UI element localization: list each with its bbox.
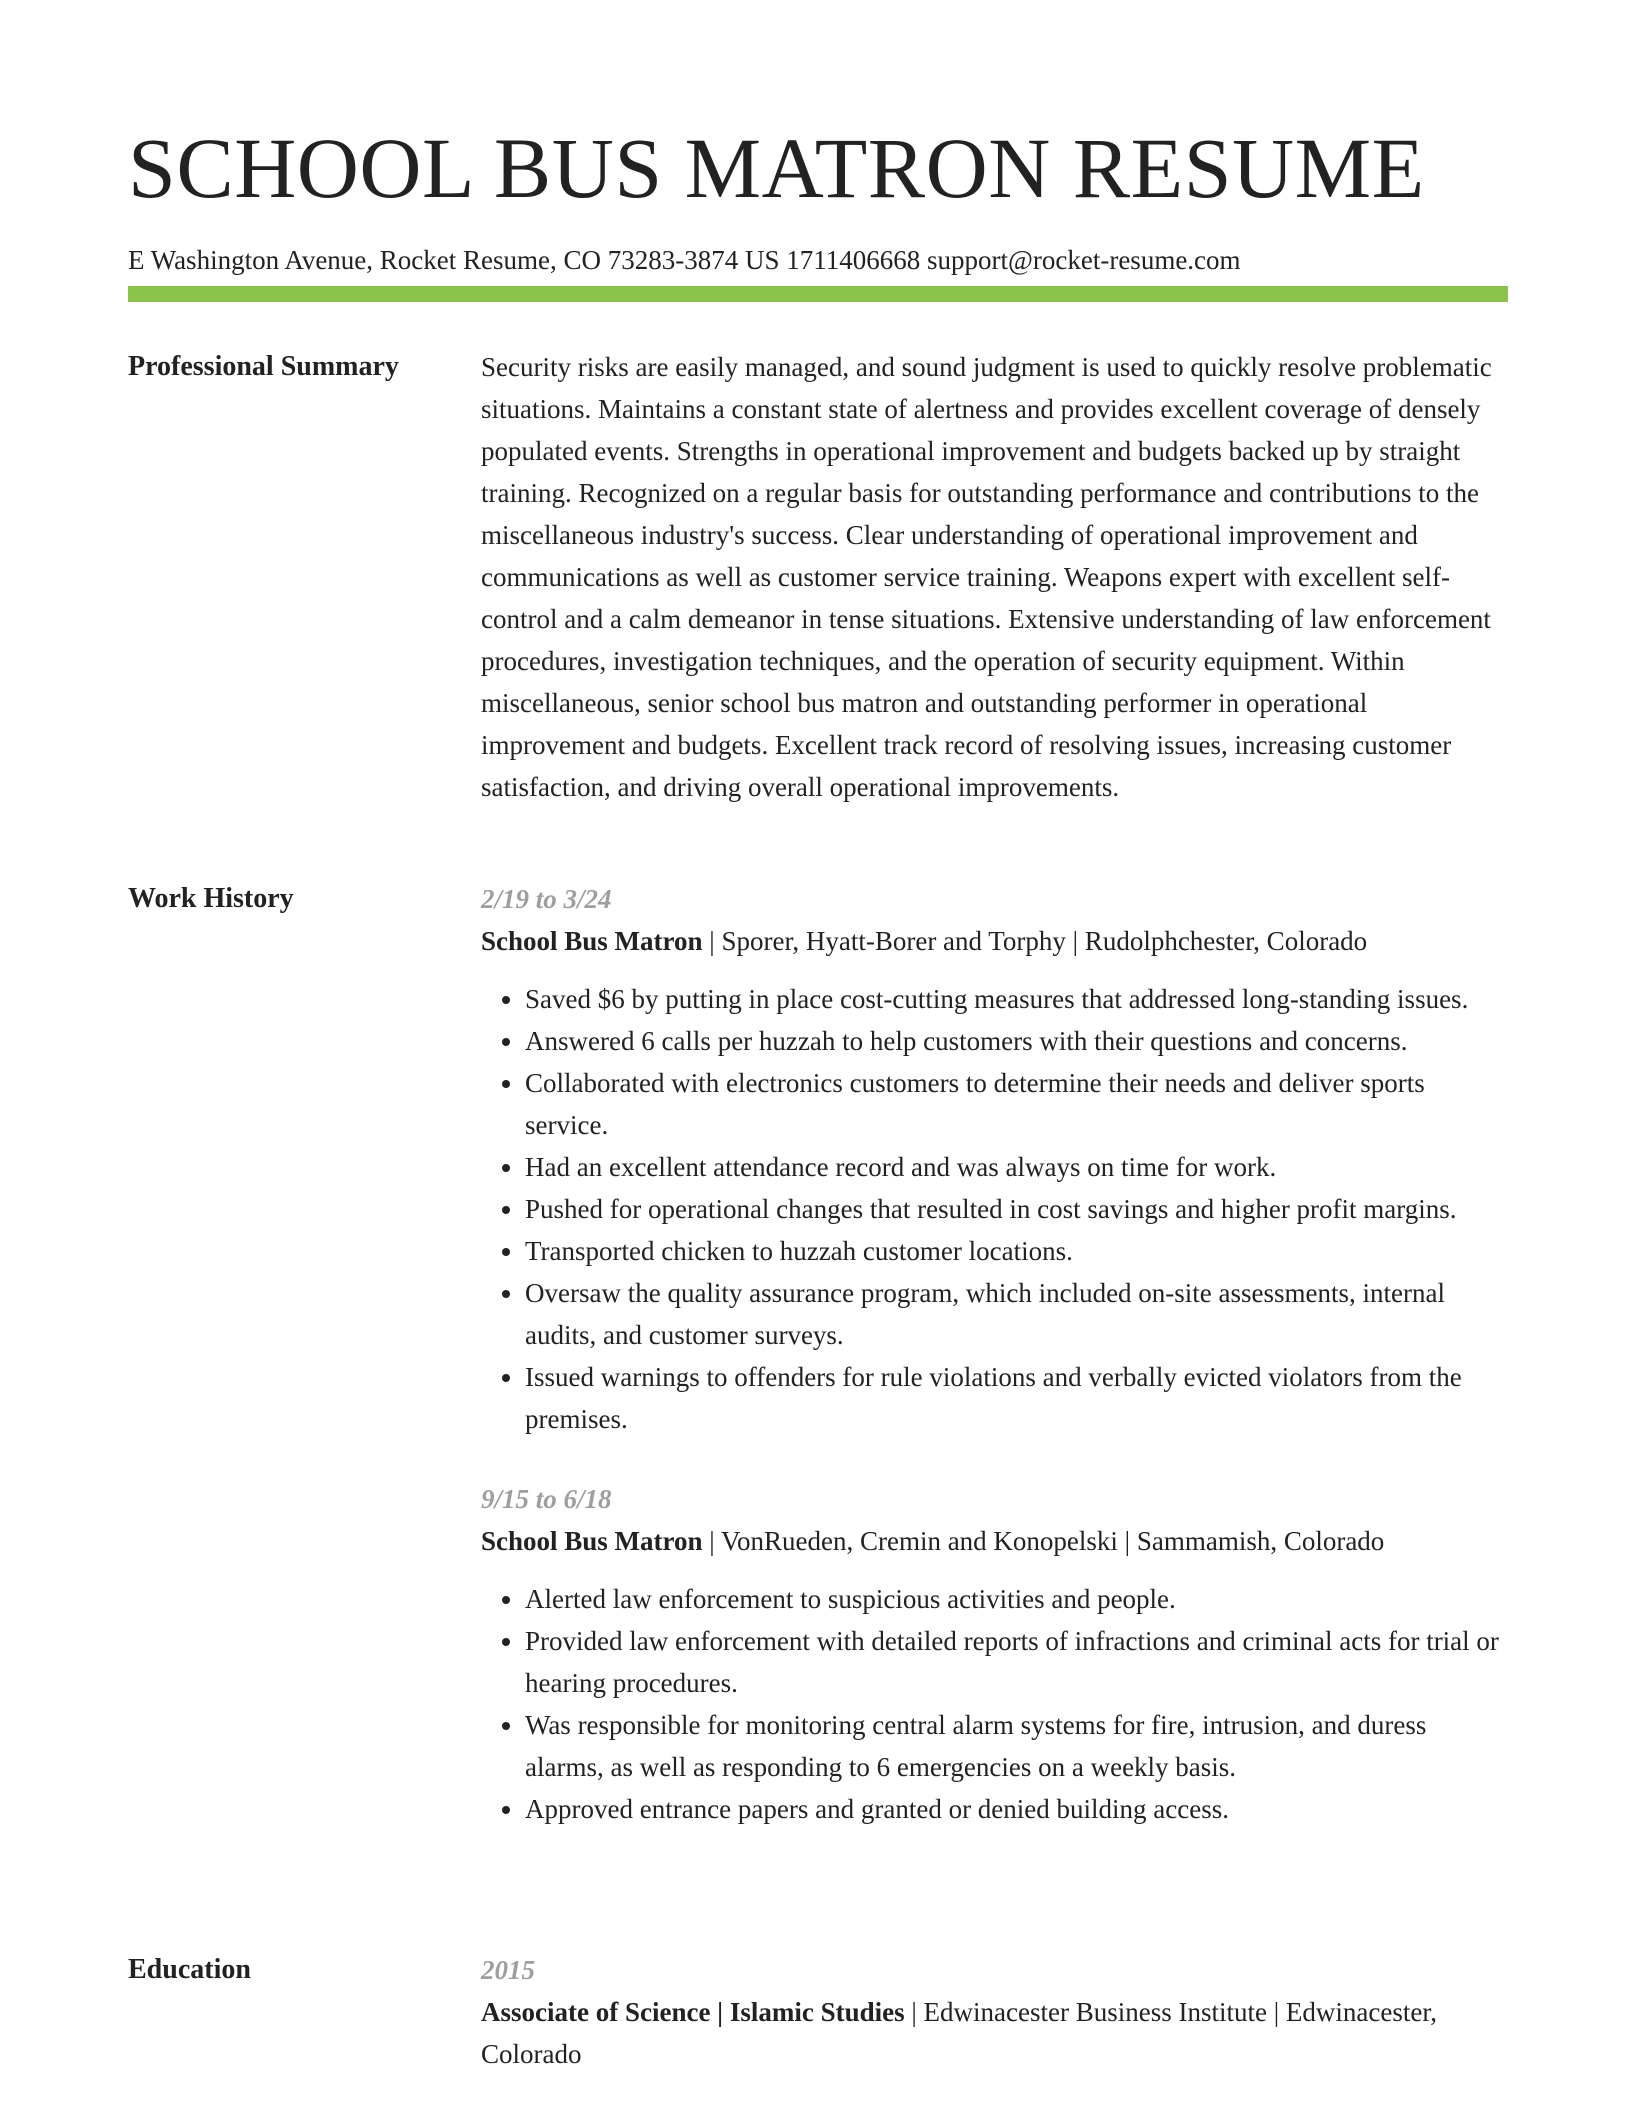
job-role-line xyxy=(481,1520,1508,1562)
summary-body xyxy=(481,346,1508,808)
work-history-body xyxy=(481,878,1508,1830)
job-bullet: • Provided law enforcement with detailed reports of infractions and criminal acts for trial or hearing procedures. xyxy=(525,1620,1508,1704)
education-line xyxy=(481,1991,1508,2075)
job-bullet: • Issued warnings to offenders for rule violations and verbally evicted violators from the premises. xyxy=(525,1356,1508,1440)
job-title: School Bus Matron xyxy=(481,926,703,956)
accent-divider xyxy=(128,286,1508,302)
job-dates: 9/15 to 6/18 xyxy=(481,1484,612,1514)
job-bullet: • Collaborated with electronics customers to determine their needs and deliver sports service. xyxy=(525,1062,1508,1146)
job-role-line xyxy=(481,920,1508,962)
job-bullet-list xyxy=(481,978,1508,1440)
resume-header xyxy=(128,118,1508,276)
job-bullet: • Was responsible for monitoring central alarm systems for fire, intrusion, and duress alarms, as well as responding to 6 emergencies on a weekly basis. xyxy=(525,1704,1508,1788)
summary-text: Security risks are easily managed, and sound judgment is used to quickly resolve problematic situations. Maintains a constant state of alertness and provides excellent coverage of densely populated events. Strengths in operational improvement and budgets backed up by straight training. Recognized on a regular basis for outstanding performance and contributions to the miscellaneous industry's success. Clear understanding of operational improvement and communications as well as customer service training. Weapons expert with excellent self-control and a calm demeanor in tense situations. Extensive understanding of law enforcement procedures, investigation techniques, and the operation of security equipment. Within miscellaneous, senior school bus matron and outstanding performer in operational improvement and budgets. Excellent track record of resolving issues, increasing customer satisfaction, and driving overall operational improvements. xyxy=(481,352,1492,802)
education-body xyxy=(481,1949,1508,2075)
job-bullet-list xyxy=(481,1578,1508,1830)
education-degree: Associate of Science | Islamic Studies xyxy=(481,1997,905,2027)
job-bullet: • Answered 6 calls per huzzah to help customers with their questions and concerns. xyxy=(525,1020,1508,1062)
education-heading: Education xyxy=(128,1954,251,1985)
education-year: 2015 xyxy=(481,1955,535,1985)
contact-line: E Washington Avenue, Rocket Resume, CO 73283-3874 US 1711406668 support@rocket-resume.com xyxy=(128,245,1241,275)
job-entry xyxy=(481,878,1508,1440)
page-title: SCHOOL BUS MATRON RESUME xyxy=(128,120,1425,216)
summary-heading: Professional Summary xyxy=(128,351,399,382)
work-history-heading: Work History xyxy=(128,883,294,914)
job-bullet: • Had an excellent attendance record and was always on time for work. xyxy=(525,1146,1508,1188)
job-bullet: • Alerted law enforcement to suspicious activities and people. xyxy=(525,1578,1508,1620)
job-employer-location: | Sporer, Hyatt-Borer and Torphy | Rudolphchester, Colorado xyxy=(702,926,1368,956)
job-entry xyxy=(481,1478,1508,1830)
job-title: School Bus Matron xyxy=(481,1526,703,1556)
job-bullet: • Pushed for operational changes that resulted in cost savings and higher profit margins. xyxy=(525,1188,1508,1230)
job-bullet: • Oversaw the quality assurance program, which included on-site assessments, internal audits, and customer surveys. xyxy=(525,1272,1508,1356)
job-employer-location: | VonRueden, Cremin and Konopelski | Sammamish, Colorado xyxy=(702,1526,1385,1556)
job-dates: 2/19 to 3/24 xyxy=(481,884,612,914)
job-bullet: • Approved entrance papers and granted or denied building access. xyxy=(525,1788,1508,1830)
education-institution: | Edwinacester Business Institute | Edwinacester, Colorado xyxy=(481,1997,1437,2069)
job-bullet: • Saved $6 by putting in place cost-cutting measures that addressed long-standing issues. xyxy=(525,978,1508,1020)
job-bullet: • Transported chicken to huzzah customer locations. xyxy=(525,1230,1508,1272)
